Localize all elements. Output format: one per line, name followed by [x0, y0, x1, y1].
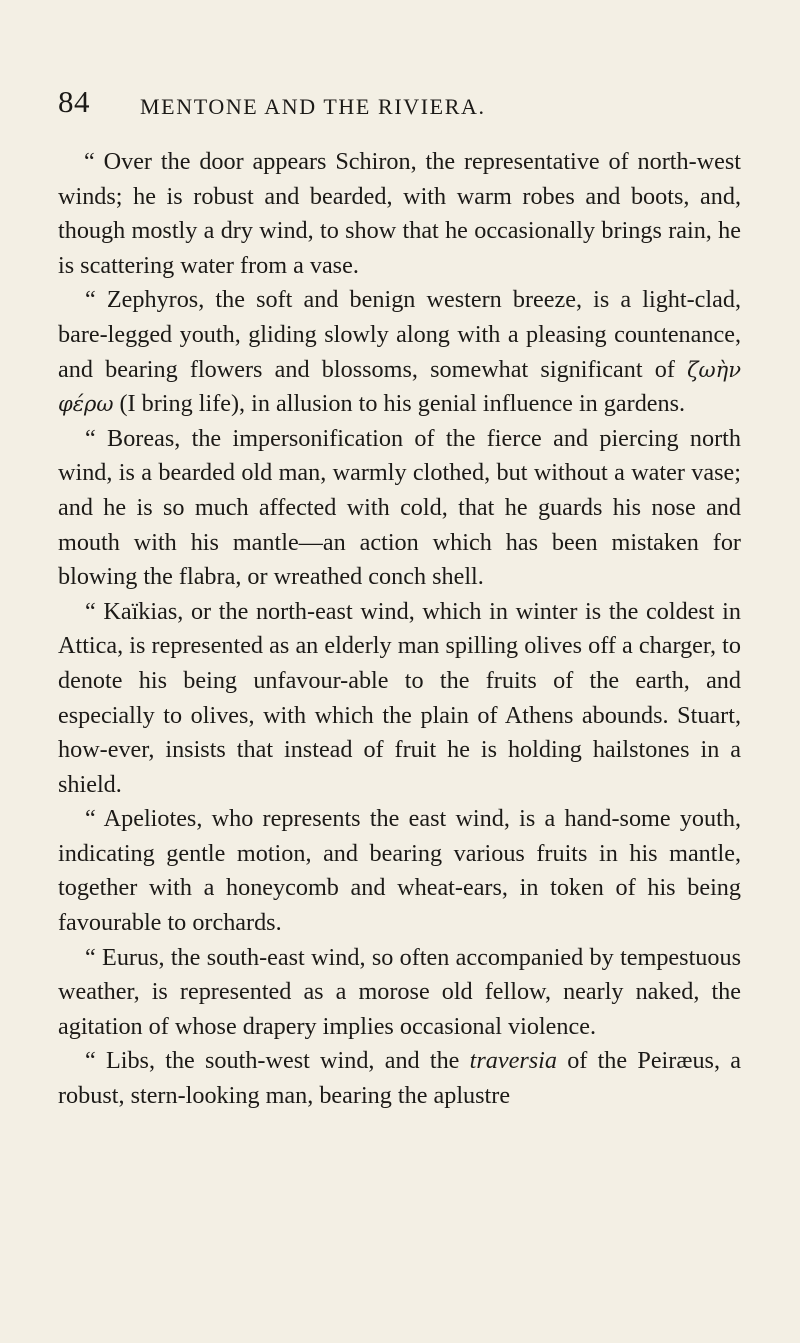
greek-phrase: ζωὴν φέρω — [58, 357, 741, 417]
paragraph-eurus: “ Eurus, the south-east wind, so often accompanied by tempestuous weather, is represented as a morose old fellow, nearly naked, the agitation of whose drapery implies occasional violence. — [58, 943, 741, 1040]
page-number: 84 — [58, 84, 90, 119]
paragraph-zephyros — [58, 283, 741, 421]
paragraph-boreas: “ Boreas, the impersonification of the fierce and piercing north wind, is a bearded old man, warmly clothed, but without a water vase; and he is so much affected with cold, that he guards his nose and mouth with his mantle—an action which has been mistaken for blowing the flabra, or wreathed conch shell. — [58, 424, 741, 591]
paragraph-libs-text-before: “ Libs, the south-west wind, and the — [85, 1047, 470, 1075]
italic-term: traversia — [469, 1047, 557, 1075]
paragraph-zephyros-text-before: “ Zephyros, the soft and benign western breeze, is a light-clad, bare-legged youth, gliding slowly along with a pleasing countenance, and bearing flowers and blossoms, somewhat significant of — [58, 286, 741, 383]
body-text — [58, 145, 741, 1114]
running-head: MENTONE AND THE RIVIERA. — [140, 94, 486, 119]
paragraph-libs — [58, 1044, 741, 1113]
paragraph-kaikias: “ Kaïkias, or the north-east wind, which in winter is the coldest in Attica, is represented as an elderly man spilling olives off a charger, to denote his being unfavour-able to the fruits of the earth, and especially to olives, with which the plain of Athens abounds. Stuart, how-ever, insists that instead of fruit he is holding hailstones in a shield. — [58, 597, 741, 798]
paragraph-schiron: “ Over the door appears Schiron, the representative of north-west winds; he is robust and bearded, with warm robes and boots, and, though mostly a dry wind, to show that he occasionally brings rain, he is scattering water from a vase. — [58, 148, 741, 279]
paragraph-libs-text-after: of the Peiræus, a robust, stern-looking man, bearing the aplustre — [58, 1047, 741, 1110]
paragraph-apeliotes: “ Apeliotes, who represents the east wind, is a hand-some youth, indicating gentle motion, and bearing various fruits in his mantle, together with a honeycomb and wheat-ears, in token of his being favourable to orchards. — [58, 805, 741, 937]
paragraph-zephyros-text-after: (I bring life), in allusion to his genial influence in gardens. — [113, 390, 686, 418]
